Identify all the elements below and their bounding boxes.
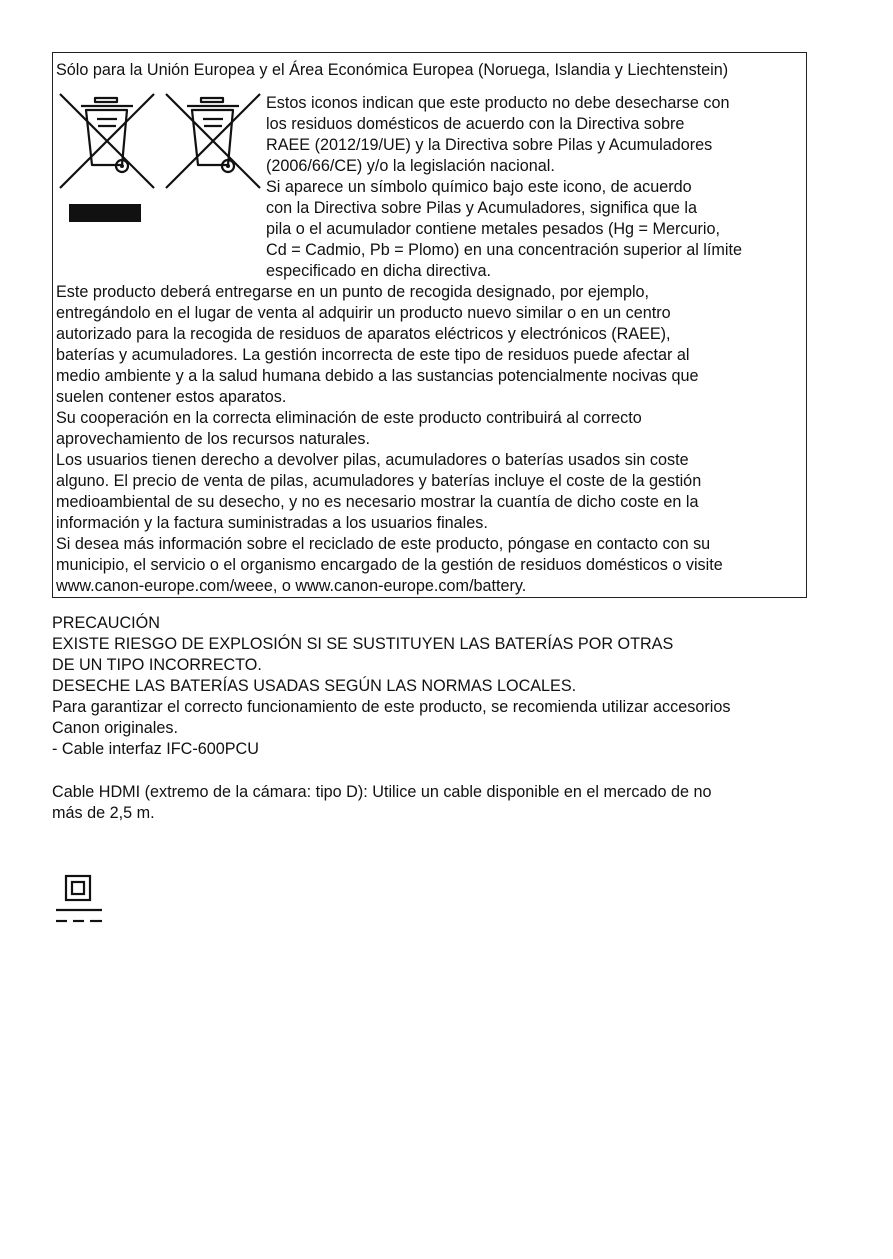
body-line: Su cooperación en la correcta eliminación de este producto contribuirá al correcto: [56, 409, 642, 427]
crossed-out-wheelie-bin-icon: [165, 93, 261, 189]
body-line: municipio, el servicio o el organismo encargado de la gestión de residuos domésticos o visite: [56, 556, 723, 574]
body-line: Los usuarios tienen derecho a devolver pilas, acumuladores o baterías usados sin coste: [56, 451, 689, 469]
body-line: entregándolo en el lugar de venta al adquirir un producto nuevo similar o en un centro: [56, 304, 671, 322]
double-insulation-dc-icon: [54, 873, 104, 925]
chemical-symbol-bar: [69, 204, 141, 222]
body-line: baterías y acumuladores. La gestión incorrecta de este tipo de residuos puede afectar al: [56, 346, 690, 364]
hdmi-line: Cable HDMI (extremo de la cámara: tipo D): Utilice un cable disponible en el mercado de no: [52, 783, 712, 801]
body-line: Este producto deberá entregarse en un punto de recogida designado, por ejemplo,: [56, 283, 650, 301]
body-line: alguno. El precio de venta de pilas, acumuladores y baterías incluye el coste de la gestión: [56, 472, 702, 490]
body-line: suelen contener estos aparatos.: [56, 388, 287, 406]
intro-line: especificado en dicha directiva.: [266, 262, 491, 280]
body-line: www.canon-europe.com/weee, o www.canon-europe.com/battery.: [56, 577, 527, 595]
intro-line: Estos iconos indican que este producto no debe desecharse con: [266, 94, 730, 112]
body-line: autorizado para la recogida de residuos de aparatos eléctricos y electrónicos (RAEE),: [56, 325, 671, 343]
crossed-out-wheelie-bin-icon: [59, 93, 155, 189]
body-line: medio ambiente y a la salud humana debido a las sustancias potencialmente nocivas que: [56, 367, 699, 385]
body-line: medioambiental de su desecho, y no es necesario mostrar la cuantía de dicho coste en la: [56, 493, 699, 511]
intro-line: Cd = Cadmio, Pb = Plomo) en una concentración superior al límite: [266, 241, 742, 259]
caution-line: DESECHE LAS BATERÍAS USADAS SEGÚN LAS NORMAS LOCALES.: [52, 677, 577, 695]
intro-line: los residuos domésticos de acuerdo con la Directiva sobre: [266, 115, 685, 133]
intro-line: Si aparece un símbolo químico bajo este icono, de acuerdo: [266, 178, 692, 196]
caution-line: DE UN TIPO INCORRECTO.: [52, 656, 262, 674]
body-line: aprovechamiento de los recursos naturales.: [56, 430, 371, 448]
intro-line: pila o el acumulador contiene metales pesados (Hg = Mercurio,: [266, 220, 720, 238]
intro-line: con la Directiva sobre Pilas y Acumuladores, significa que la: [266, 199, 697, 217]
caution-line: - Cable interfaz IFC-600PCU: [52, 740, 259, 758]
hdmi-line: más de 2,5 m.: [52, 804, 155, 822]
caution-line: EXISTE RIESGO DE EXPLOSIÓN SI SE SUSTITUYEN LAS BATERÍAS POR OTRAS: [52, 635, 674, 653]
weee-notice-box: [52, 52, 807, 598]
body-line: Si desea más información sobre el reciclado de este producto, póngase en contacto con su: [56, 535, 711, 553]
caution-line: Canon originales.: [52, 719, 178, 737]
caution-heading: PRECAUCIÓN: [52, 614, 160, 632]
intro-line: RAEE (2012/19/UE) y la Directiva sobre Pilas y Acumuladores: [266, 136, 713, 154]
body-line: información y la factura suministradas a los usuarios finales.: [56, 514, 488, 532]
weee-notice-title: Sólo para la Unión Europea y el Área Económica Europea (Noruega, Islandia y Liechtenstein): [56, 61, 729, 79]
intro-line: (2006/66/CE) y/o la legislación nacional.: [266, 157, 555, 175]
caution-line: Para garantizar el correcto funcionamiento de este producto, se recomienda utilizar accesorios: [52, 698, 731, 716]
